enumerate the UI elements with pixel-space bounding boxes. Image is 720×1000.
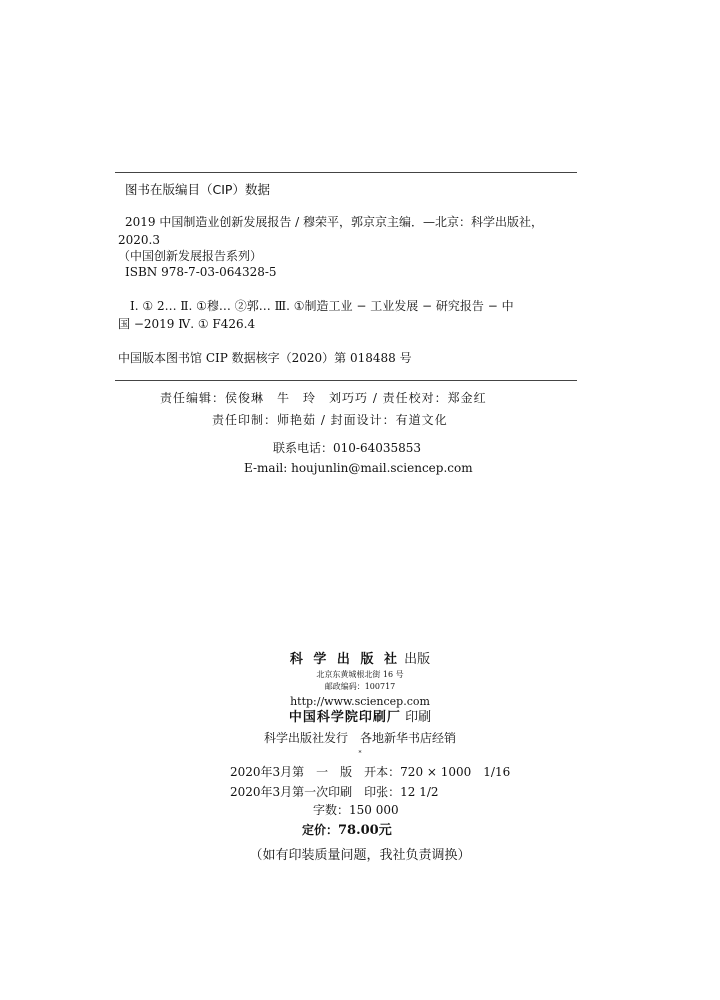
wordcount-line: 字数：150 000 [313, 803, 399, 817]
cip-title: 图书在版编目（CIP）数据 [125, 182, 270, 197]
edition-line: 2020年3月第 一 版 开本：720 × 1000 1/16 [230, 765, 511, 779]
publisher-suffix: 出版 [399, 652, 431, 667]
separator-star: * [358, 750, 362, 757]
publisher-address: 北京东黄城根北街 16 号 [316, 670, 404, 679]
contact-phone: 联系电话：010-64035853 [273, 441, 422, 455]
printer-line [0, 710, 720, 726]
price-line [302, 822, 392, 839]
top-rule [115, 172, 577, 173]
credits-line-2: 责任印制：师艳茹 / 封面设计：有道文化 [212, 413, 448, 427]
credits-line-1: 责任编辑：侯俊琳 牛 玲 刘巧巧 / 责任校对：郑金红 [160, 391, 487, 405]
printer-suffix: 印刷 [400, 710, 432, 725]
publisher-url: http://www.sciencep.com [290, 695, 430, 708]
publisher-postcode: 邮政编码：100717 [324, 682, 396, 691]
printer-name: 中国科学院印刷厂 [288, 710, 401, 725]
publisher-name: 科 学 出 版 社 [289, 652, 400, 667]
distribution-line: 科学出版社发行 各地新华书店经销 [263, 731, 456, 745]
cip-line-5: Ⅰ. ① 2… Ⅱ. ①穆… ②郭… Ⅲ. ①制造工业 − 工业发展 − 研究报告 − 中 [130, 299, 514, 313]
cip-line-2: 2020.3 [118, 233, 160, 247]
contact-email: E-mail: houjunlin@mail.sciencep.com [244, 461, 473, 475]
cip-line-7: 中国版本图书馆 CIP 数据核字（2020）第 018488 号 [118, 351, 412, 365]
price-value: 78.00元 [338, 823, 392, 838]
cip-line-1: 2019 中国制造业创新发展报告 / 穆荣平，郭京京主编．—北京：科学出版社， [125, 215, 544, 229]
price-label: 定价： [302, 823, 339, 837]
cip-line-6: 国 −2019 Ⅳ. ① F426.4 [118, 317, 256, 331]
bottom-rule [115, 380, 577, 381]
printing-line: 2020年3月第一次印刷 印张：12 1/2 [230, 785, 439, 799]
quality-notice: （如有印装质量问题，我社负责调换） [249, 848, 471, 863]
publisher-line [0, 652, 720, 668]
cip-line-3: （中国创新发展报告系列） [118, 249, 263, 263]
cip-line-4: ISBN 978-7-03-064328-5 [125, 265, 277, 279]
